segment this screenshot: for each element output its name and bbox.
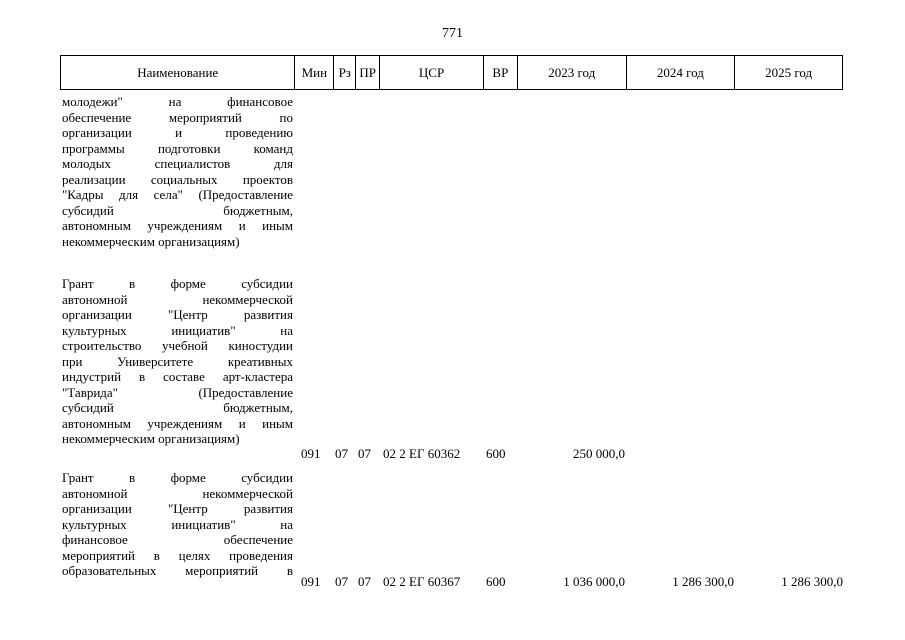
row-2-vr: 600 (486, 574, 506, 589)
row-line: Грант в форме субсидии (62, 470, 293, 485)
row-2-pr: 07 (358, 574, 371, 589)
row-2-rz: 07 (335, 574, 348, 589)
row-line: реализации социальных проектов (62, 171, 293, 187)
row-line: строительство учебной киностудии (62, 338, 293, 353)
row-2-min: 091 (301, 574, 321, 589)
row-name-0 (62, 94, 293, 249)
row-line: молодых специалистов для (62, 156, 293, 171)
row-2-2025: 1 286 300,0 (781, 574, 843, 589)
row-line: культурных инициатив" на (62, 516, 293, 532)
row-1-2023: 250 000,0 (573, 446, 625, 461)
row-2-2024: 1 286 300,0 (672, 574, 734, 589)
row-line: "Кадры для села" (Предоставление (62, 187, 293, 202)
row-line: организации и проведению (62, 125, 293, 140)
row-line: некоммерческим организациям) (62, 431, 240, 446)
row-line: организации "Центр развития (62, 501, 293, 516)
row-1-min: 091 (301, 446, 321, 461)
row-line: при Университете креативных (62, 353, 293, 369)
row-line: "Таврида" (Предоставление (62, 384, 293, 400)
row-line: мероприятий в целях проведения (62, 547, 293, 563)
header-rz: Рз (333, 56, 355, 89)
row-line: организации "Центр развития (62, 307, 293, 322)
row-1-pr: 07 (358, 446, 371, 461)
header-min: Мин (294, 56, 333, 89)
page-number: 771 (442, 26, 463, 41)
row-line: Грант в форме субсидии (62, 276, 293, 291)
row-line: обеспечение мероприятий по (62, 109, 293, 125)
row-line: автономной некоммерческой (62, 485, 293, 501)
header-2023: 2023 год (517, 56, 626, 89)
header-csr: ЦСР (379, 56, 483, 89)
row-1-rz: 07 (335, 446, 348, 461)
row-line: автономной некоммерческой (62, 291, 293, 307)
row-1-vr: 600 (486, 446, 506, 461)
row-line: автономным учреждениям и иным (62, 218, 293, 233)
header-vr: ВР (483, 56, 517, 89)
row-2-2023: 1 036 000,0 (563, 574, 625, 589)
header-2024: 2024 год (626, 56, 735, 89)
row-line: некоммерческим организациям) (62, 233, 240, 249)
header-name: Наименование (137, 64, 219, 80)
row-line: автономным учреждениям и иным (62, 415, 293, 431)
row-1-csr: 02 2 ЕГ 60362 (383, 446, 461, 461)
row-line: культурных инициатив" на (62, 322, 293, 338)
row-line: субсидий бюджетным, (62, 202, 293, 218)
table-header (60, 55, 843, 90)
row-line: молодежи" на финансовое (62, 94, 293, 109)
row-name-1 (62, 276, 293, 447)
row-line: финансовое обеспечение (62, 532, 293, 547)
header-2025: 2025 год (734, 56, 842, 89)
row-line: программы подготовки команд (62, 140, 293, 156)
row-2-csr: 02 2 ЕГ 60367 (383, 574, 461, 589)
row-line: образовательных мероприятий в (62, 563, 293, 578)
header-pr: ПР (355, 56, 379, 89)
row-line: индустрий в составе арт-кластера (62, 369, 293, 384)
row-line: субсидий бюджетным, (62, 400, 293, 415)
row-name-2 (62, 470, 293, 579)
